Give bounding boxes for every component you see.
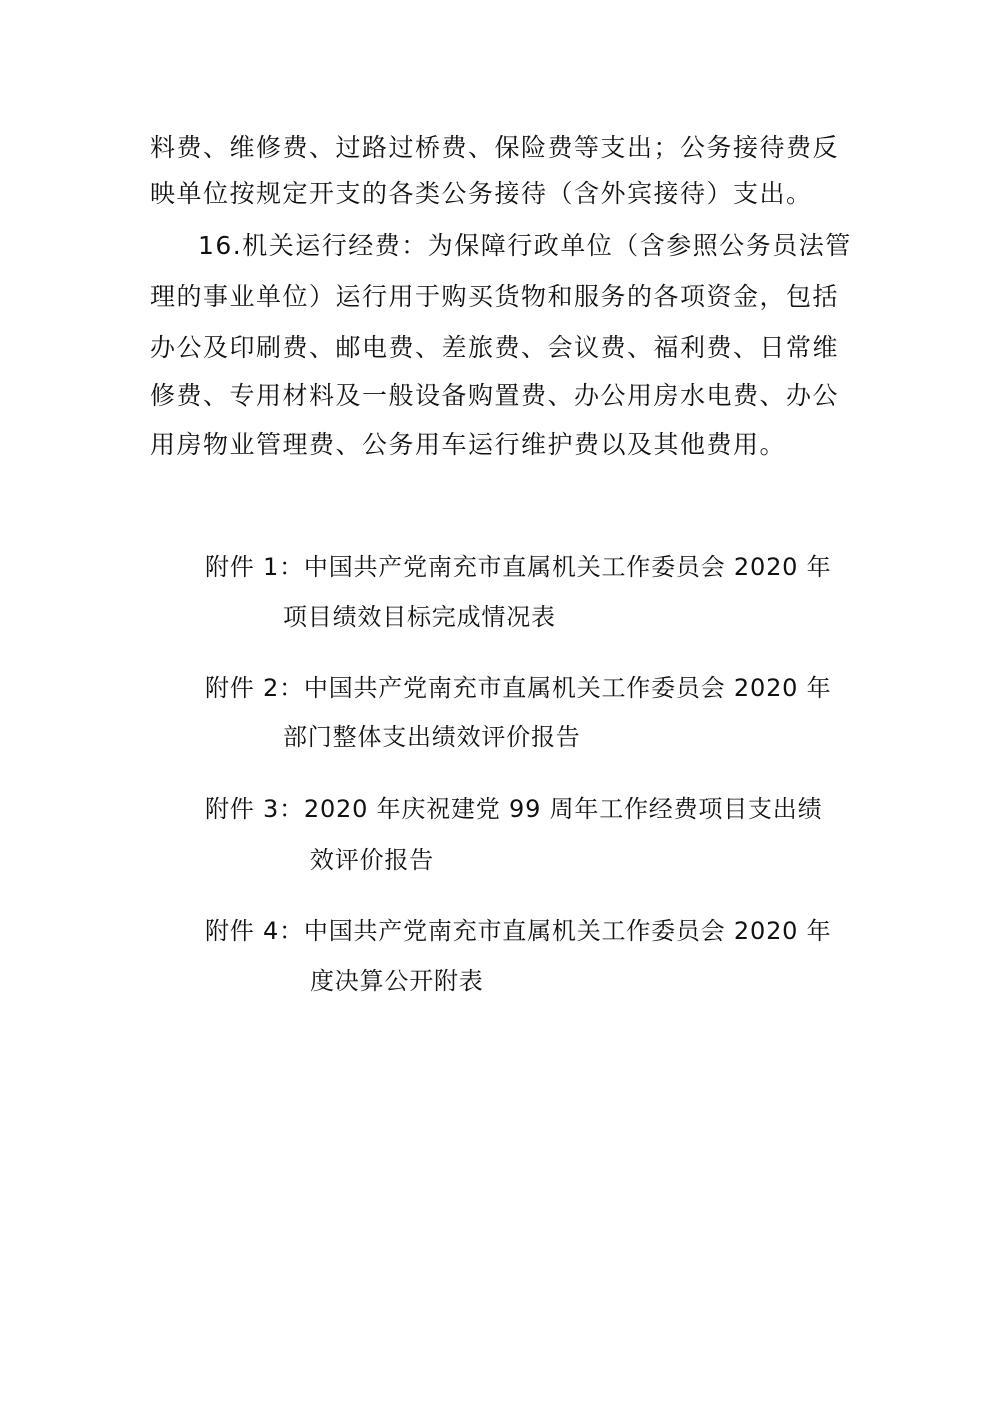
body-paragraph-1-line-1: 料费、维修费、过路过桥费、保险费等支出；公务接待费反 (150, 133, 840, 162)
attachment-2-title: 附件 2：中国共产党南充市直属机关工作委员会 2020 年 (205, 674, 832, 702)
body-paragraph-2-line-3: 办公及印刷费、邮电费、差旅费、会议费、福利费、日常维 (150, 333, 840, 362)
attachment-1-title: 附件 1：中国共产党南充市直属机关工作委员会 2020 年 (205, 553, 832, 581)
attachment-2-title-continued: 部门整体支出绩效评价报告 (283, 723, 581, 751)
body-paragraph-2-line-2: 理的事业单位）运行用于购买货物和服务的各项资金，包括 (150, 282, 840, 311)
attachment-4-title-continued: 度决算公开附表 (310, 967, 484, 995)
body-paragraph-1-line-2: 映单位按规定开支的各类公务接待（含外宾接待）支出。 (150, 179, 813, 208)
body-paragraph-2-line-4: 修费、专用材料及一般设备购置费、办公用房水电费、办公 (150, 381, 840, 410)
attachment-1-title-continued: 项目绩效目标完成情况表 (283, 603, 556, 631)
attachment-3-title-continued: 效评价报告 (310, 846, 434, 874)
attachment-3-title: 附件 3：2020 年庆祝建党 99 周年工作经费项目支出绩 (205, 795, 823, 823)
body-paragraph-2-line-5: 用房物业管理费、公务用车运行维护费以及其他费用。 (150, 430, 787, 459)
body-paragraph-2-line-1: 16.机关运行经费：为保障行政单位（含参照公务员法管 (198, 231, 852, 260)
attachment-4-title: 附件 4：中国共产党南充市直属机关工作委员会 2020 年 (205, 917, 832, 945)
